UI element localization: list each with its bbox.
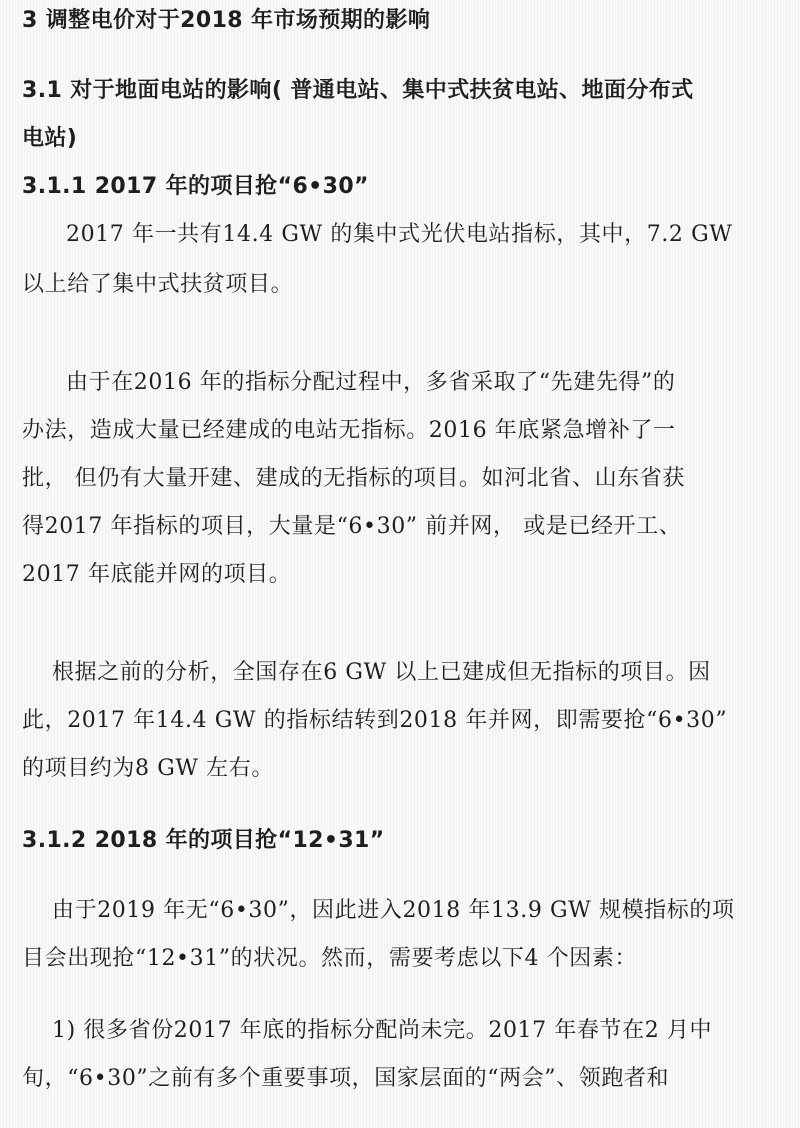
paragraph-3-line-2: 此，2017 年14.4 GW 的指标结转到2018 年并网，即需要抢“6•30”: [22, 708, 728, 733]
paragraph-1-line-1: 2017 年一共有14.4 GW 的集中式光伏电站指标，其中，7.2 GW: [66, 222, 733, 247]
heading-section-3-1-1: 3.1.1 2017 年的项目抢“6•30”: [22, 174, 369, 199]
heading-section-3-1-line1: 3.1 对于地面电站的影响( 普通电站、集中式扶贫电站、地面分布式: [22, 78, 694, 103]
heading-section-3-1-line2: 电站): [22, 126, 78, 151]
heading-section-3: 3 调整电价对于2018 年市场预期的影响: [22, 8, 431, 33]
paragraph-5-line-1: 1) 很多省份2017 年底的指标分配尚未完。2017 年春节在2 月中: [52, 1018, 713, 1043]
paragraph-2-line-2: 办法，造成大量已经建成的电站无指标。2016 年底紧急增补了一: [22, 418, 676, 443]
paragraph-1-line-2: 以上给了集中式扶贫项目。: [22, 272, 294, 297]
paragraph-3-line-3: 的项目约为8 GW 左右。: [22, 756, 274, 781]
paragraph-2-line-1: 由于在2016 年的指标分配过程中，多省采取了“先建先得”的: [66, 370, 676, 395]
paragraph-2-line-4: 得2017 年指标的项目，大量是“6•30” 前并网， 或是已经开工、: [22, 514, 682, 539]
heading-section-3-1-2: 3.1.2 2018 年的项目抢“12•31”: [22, 828, 385, 853]
paragraph-4-line-1: 由于2019 年无“6•30”，因此进入2018 年13.9 GW 规模指标的项: [52, 898, 735, 923]
paragraph-2-line-3: 批， 但仍有大量开建、建成的无指标的项目。如河北省、山东省获: [22, 466, 685, 491]
paragraph-3-line-1: 根据之前的分析，全国存在6 GW 以上已建成但无指标的项目。因: [52, 660, 711, 685]
paragraph-5-line-2: 旬，“6•30”之前有多个重要事项，国家层面的“两会”、领跑者和: [22, 1066, 670, 1091]
paragraph-4-line-2: 目会出现抢“12•31”的状况。然而，需要考虑以下4 个因素：: [22, 946, 638, 971]
paragraph-2-line-5: 2017 年底能并网的项目。: [22, 562, 292, 587]
